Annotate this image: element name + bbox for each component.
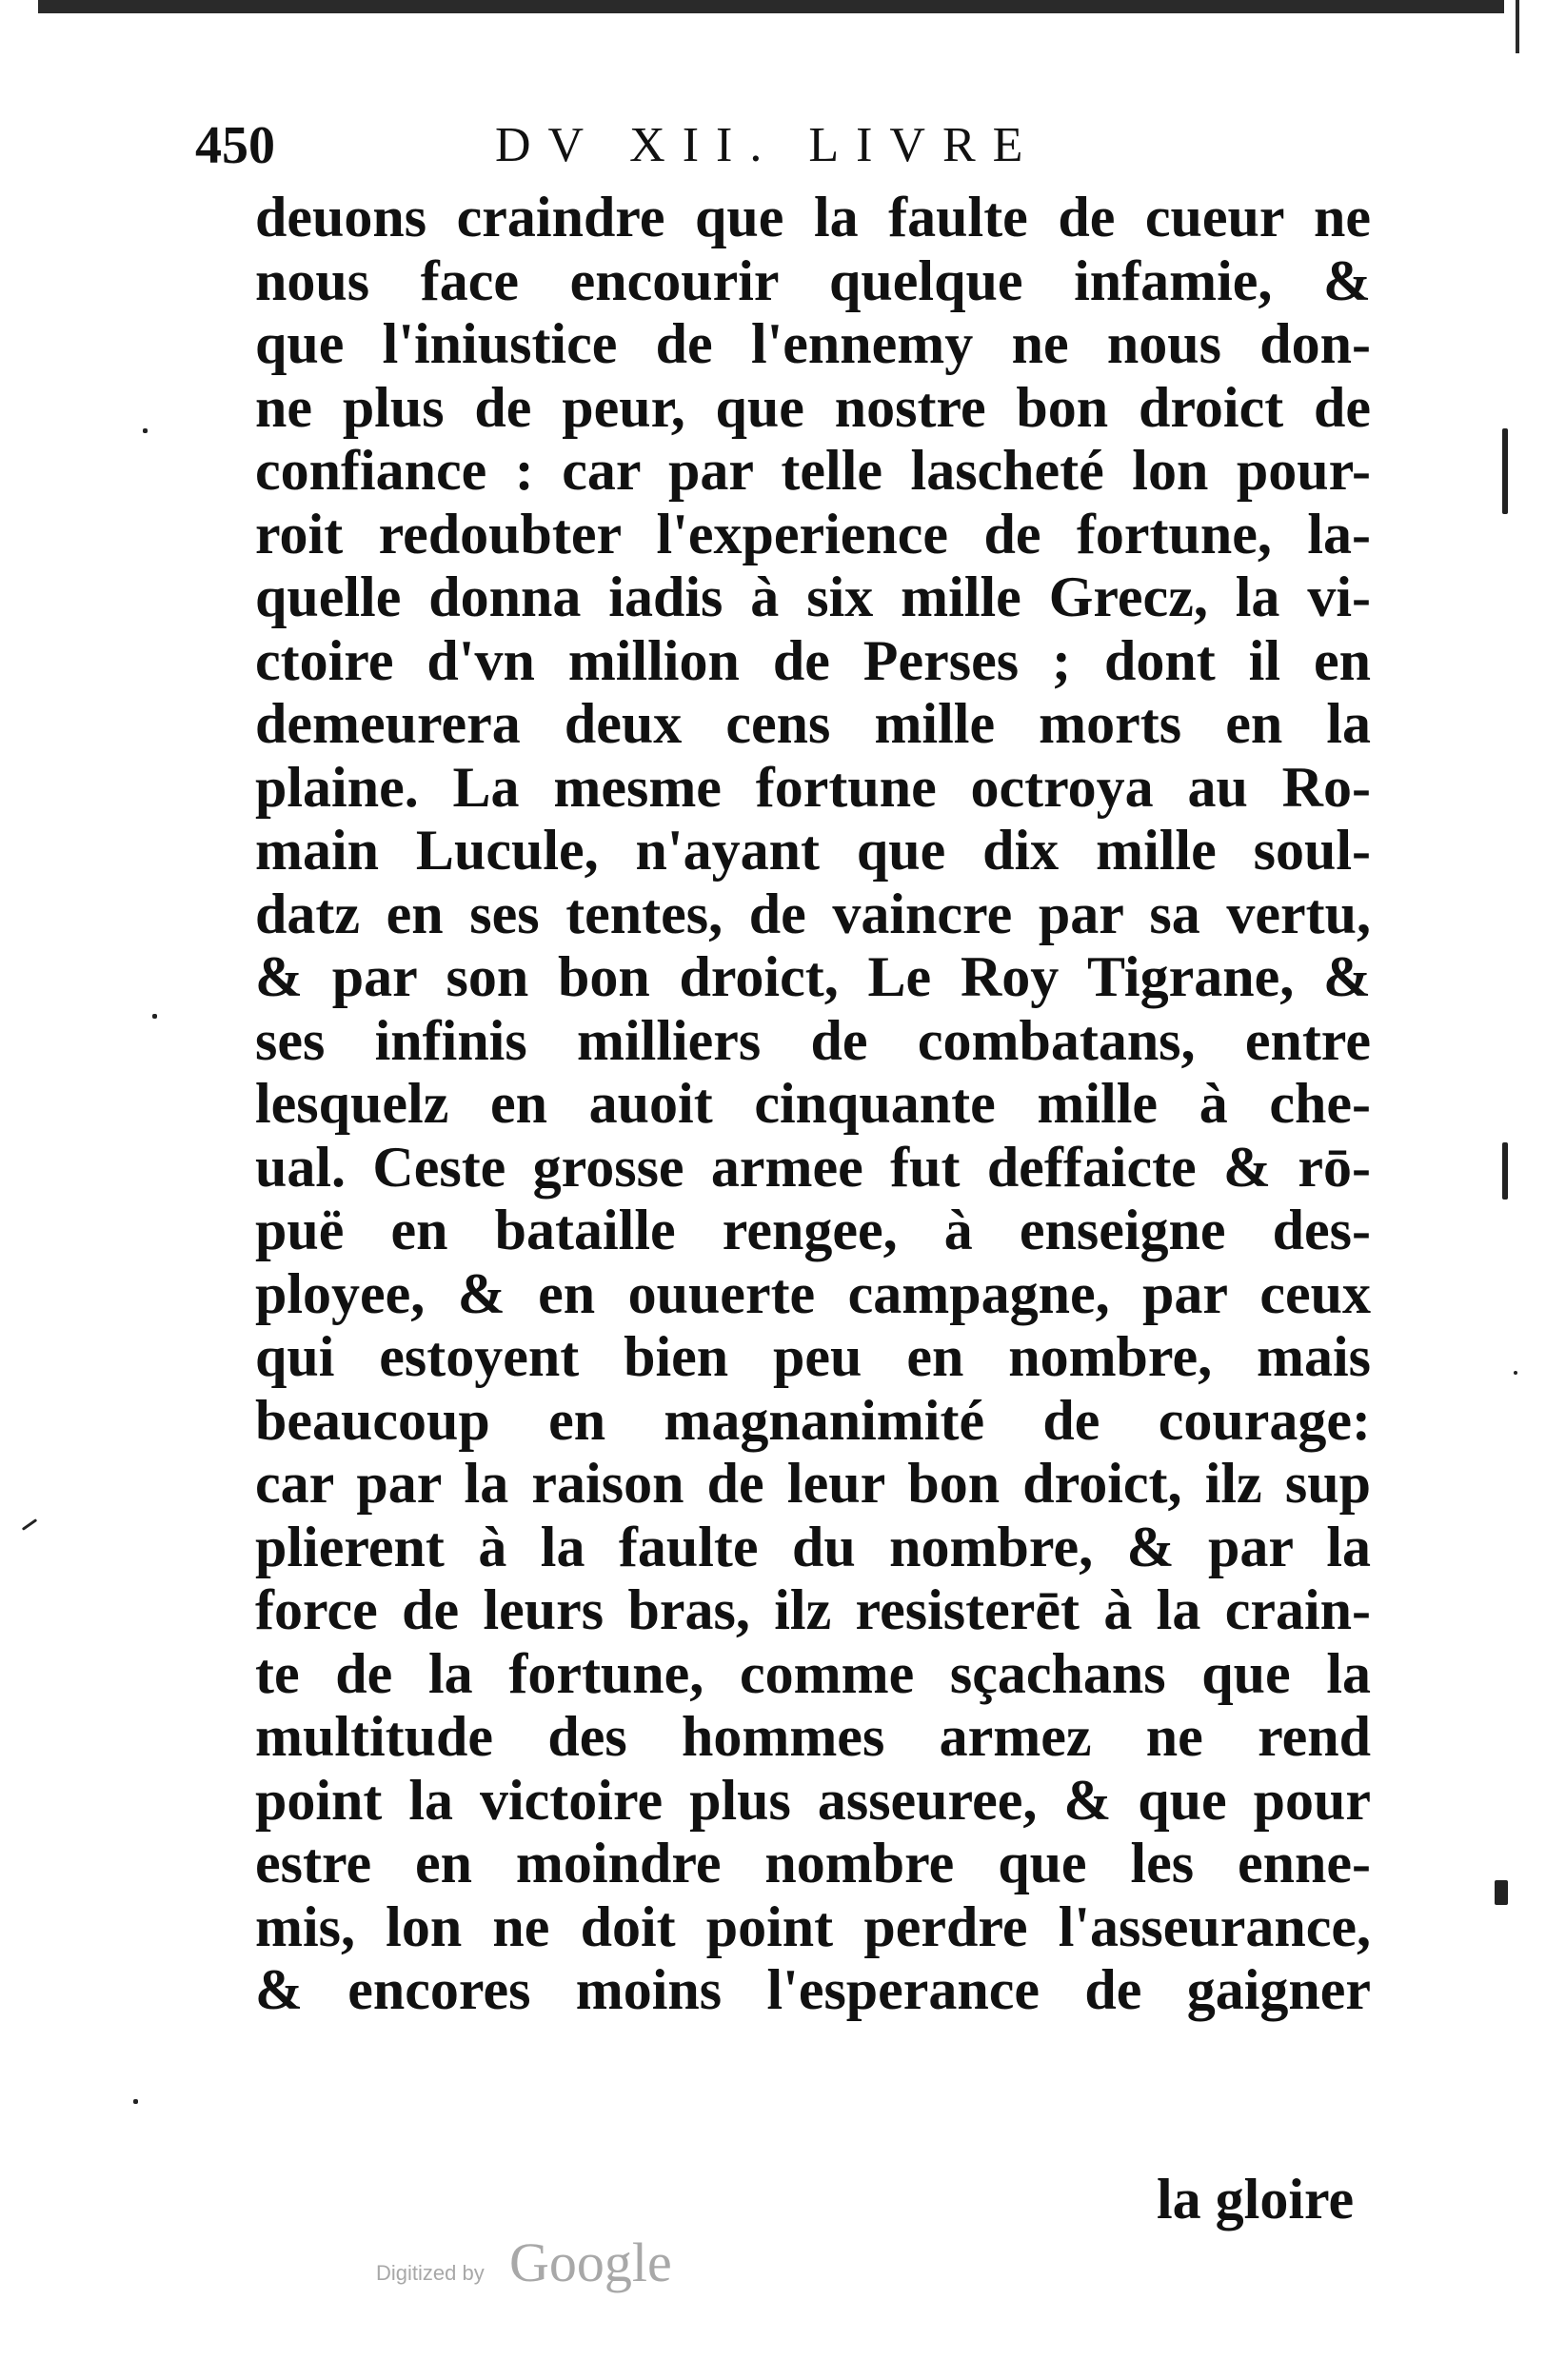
scan-speck bbox=[152, 1014, 157, 1019]
text-line: mis, lon ne doit point perdre l'asseurance, bbox=[255, 1894, 1371, 1958]
text-line: que l'iniustice de l'ennemy ne nous don- bbox=[255, 312, 1371, 375]
digitization-watermark bbox=[376, 2232, 719, 2299]
text-line: puë en bataille rengee, à enseigne des- bbox=[255, 1199, 1371, 1261]
text-line: ne plus de peur, que nostre bon droict de bbox=[255, 375, 1371, 439]
text-line: main Lucule, n'ayant que dix mille soul- bbox=[255, 819, 1371, 882]
top-border-rule bbox=[38, 0, 1504, 13]
text-line: beaucoup en magnanimité de courage: bbox=[255, 1388, 1371, 1452]
scan-speck bbox=[133, 2099, 138, 2104]
text-line: multitude des hommes armez ne rend bbox=[255, 1705, 1371, 1768]
text-line: estre en moindre nombre que les enne- bbox=[255, 1832, 1371, 1894]
watermark-brand: Google bbox=[509, 2231, 672, 2293]
right-border-rule bbox=[1516, 0, 1519, 53]
text-line: ployee, & en ouuerte campagne, par ceux bbox=[255, 1261, 1371, 1325]
text-line: datz en ses tentes, de vaincre par sa vertu, bbox=[255, 882, 1371, 945]
text-line: lesquelz en auoit cinquante mille à che- bbox=[255, 1072, 1371, 1135]
page-header bbox=[195, 112, 1366, 179]
page-number: 450 bbox=[195, 116, 275, 175]
text-line: roit redoubter l'experience de fortune, la- bbox=[255, 502, 1371, 565]
body-text bbox=[255, 186, 1371, 2022]
text-line: quelle donna iadis à six mille Grecz, la vi- bbox=[255, 565, 1371, 628]
scan-speck bbox=[22, 1518, 37, 1531]
scan-speck bbox=[1495, 1880, 1508, 1905]
text-line: & par son bon droict, Le Roy Tigrane, & bbox=[255, 945, 1371, 1008]
text-line: nous face encourir quelque infamie, & bbox=[255, 248, 1371, 312]
scan-speck bbox=[1502, 1142, 1508, 1200]
text-line: car par la raison de leur bon droict, ilz sup bbox=[255, 1452, 1371, 1515]
text-line: force de leurs bras, ilz resisterēt à la crain- bbox=[255, 1578, 1371, 1641]
text-line: deuons craindre que la faulte de cueur ne bbox=[255, 186, 1371, 248]
running-head: DV XII. LIVRE bbox=[495, 118, 1041, 172]
text-line: ual. Ceste grosse armee fut deffaicte & rō- bbox=[255, 1135, 1371, 1199]
text-line: plaine. La mesme fortune octroya au Ro- bbox=[255, 755, 1371, 819]
scan-speck bbox=[143, 428, 148, 433]
text-line: te de la fortune, comme sçachans que la bbox=[255, 1641, 1371, 1705]
text-line: qui estoyent bien peu en nombre, mais bbox=[255, 1325, 1371, 1388]
scan-speck bbox=[1514, 1371, 1517, 1375]
scan-speck bbox=[1502, 428, 1508, 514]
text-line: ctoire d'vn million de Perses ; dont il en bbox=[255, 628, 1371, 692]
text-line: plierent à la faulte du nombre, & par la bbox=[255, 1515, 1371, 1578]
text-line: ses infinis milliers de combatans, entre bbox=[255, 1008, 1371, 1072]
text-line: demeurera deux cens mille morts en la bbox=[255, 692, 1371, 755]
text-line: & encores moins l'esperance de gaigner bbox=[255, 1958, 1371, 2021]
watermark-small-text: Digitized by bbox=[376, 2261, 485, 2285]
catchword: la gloire bbox=[1157, 2168, 1355, 2231]
text-line: point la victoire plus asseuree, & que pour bbox=[255, 1768, 1371, 1832]
text-line: confiance : car par telle lascheté lon pour- bbox=[255, 439, 1371, 502]
